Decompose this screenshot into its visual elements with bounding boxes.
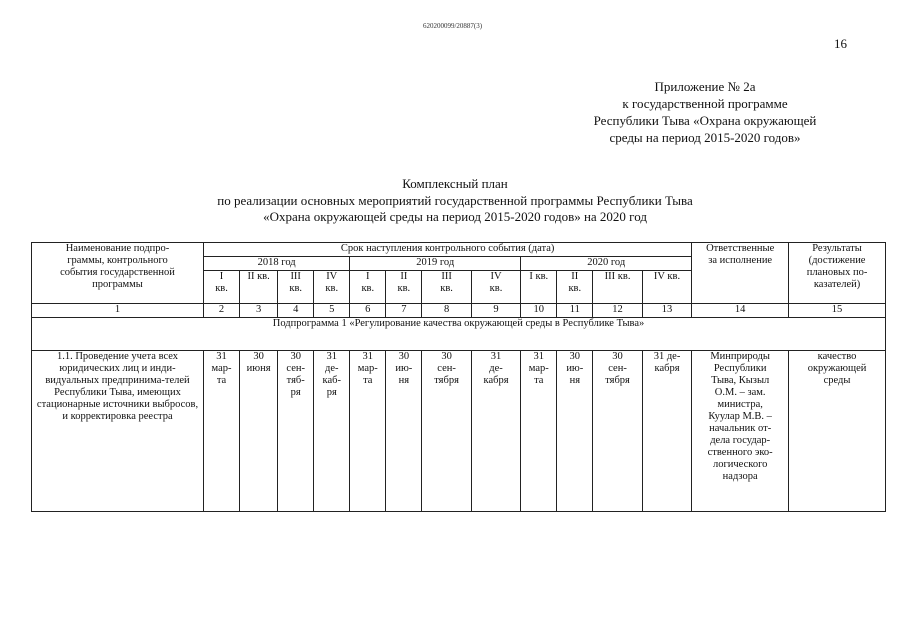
header-year-2019: 2019 год xyxy=(350,257,521,271)
header-quarter: III кв. xyxy=(422,271,471,304)
header-name-column: Наименование подпро- граммы, контрольного события государственной программы xyxy=(32,243,204,304)
header-year-2018: 2018 год xyxy=(204,257,350,271)
column-number: 1 xyxy=(32,304,204,318)
appendix-line: Приложение № 2а xyxy=(654,79,756,94)
header-quarter: IV кв. xyxy=(471,271,520,304)
event-name-cell: 1.1. Проведение учета всех юридических лиц и инди-видуальных предпринима-телей Республики Тыва, имеющих стационарные источники выбросов, и корректировка реестра xyxy=(32,351,204,512)
date-cell: 31 мар- та xyxy=(350,351,386,512)
column-number: 12 xyxy=(593,304,642,318)
column-number: 5 xyxy=(314,304,350,318)
appendix-line: Республики Тыва «Охрана окружающей xyxy=(593,113,817,128)
column-number: 8 xyxy=(422,304,471,318)
appendix-line: среды на период 2015-2020 годов» xyxy=(609,130,801,145)
date-cell: 31 де- кабря xyxy=(471,351,520,512)
header-quarter: IV кв. xyxy=(314,271,350,304)
title-line: Комплексный план xyxy=(402,176,508,191)
header-quarter: II кв. xyxy=(240,271,278,304)
header-quarter: I кв. xyxy=(521,271,557,304)
appendix-header xyxy=(540,78,870,146)
document-title xyxy=(100,176,810,226)
document-id: 620200099/20887(3) xyxy=(422,22,483,30)
column-number: 4 xyxy=(278,304,314,318)
title-line: «Охрана окружающей среды на период 2015-2020 годов» на 2020 год xyxy=(263,209,647,224)
date-cell: 30 ию- ня xyxy=(557,351,593,512)
column-number: 3 xyxy=(240,304,278,318)
date-cell: 30 ию- ня xyxy=(386,351,422,512)
subprogram-title: Подпрограмма 1 «Регулирование качества окружающей среды в Республике Тыва» xyxy=(32,318,886,351)
subprogram-row xyxy=(32,318,886,351)
date-cell: 31 мар- та xyxy=(204,351,240,512)
result-cell: качество окружающей среды xyxy=(789,351,886,512)
table-row xyxy=(32,351,886,512)
column-number: 9 xyxy=(471,304,520,318)
table-header-row xyxy=(32,243,886,257)
responsible-cell: Минприроды Республики Тыва, Кызыл О.М. – зам. министра, Куулар М.В. – начальник от- дела государ- ственного эко- логического надзора xyxy=(692,351,789,512)
appendix-line: к государственной программе xyxy=(622,96,788,111)
column-number: 15 xyxy=(789,304,886,318)
header-quarter: I кв. xyxy=(350,271,386,304)
column-number: 13 xyxy=(642,304,692,318)
title-line: по реализации основных мероприятий государственной программы Республики Тыва xyxy=(217,192,693,208)
date-cell: 30 сен- тяб- ря xyxy=(278,351,314,512)
date-cell: 31 де- кабря xyxy=(642,351,692,512)
header-quarter: III кв. xyxy=(278,271,314,304)
header-quarter: II кв. xyxy=(386,271,422,304)
header-quarter: I кв. xyxy=(204,271,240,304)
column-number: 10 xyxy=(521,304,557,318)
plan-table xyxy=(31,242,886,512)
header-quarter: IV кв. xyxy=(642,271,692,304)
header-quarter: III кв. xyxy=(593,271,642,304)
page-number: 16 xyxy=(834,36,847,51)
column-number: 6 xyxy=(350,304,386,318)
date-cell: 30 июня xyxy=(240,351,278,512)
header-year-2020: 2020 год xyxy=(521,257,692,271)
column-number: 2 xyxy=(204,304,240,318)
header-quarter: II кв. xyxy=(557,271,593,304)
header-deadline: Срок наступления контрольного события (дата) xyxy=(204,243,692,257)
column-number: 11 xyxy=(557,304,593,318)
column-number: 14 xyxy=(692,304,789,318)
date-cell: 31 мар- та xyxy=(521,351,557,512)
date-cell: 30 сен- тября xyxy=(422,351,471,512)
column-number: 7 xyxy=(386,304,422,318)
header-responsible: Ответственные за исполнение xyxy=(692,243,789,304)
date-cell: 31 де- каб- ря xyxy=(314,351,350,512)
header-results: Результаты (достижение плановых по- казателей) xyxy=(789,243,886,304)
column-number-row xyxy=(32,304,886,318)
date-cell: 30 сен- тября xyxy=(593,351,642,512)
